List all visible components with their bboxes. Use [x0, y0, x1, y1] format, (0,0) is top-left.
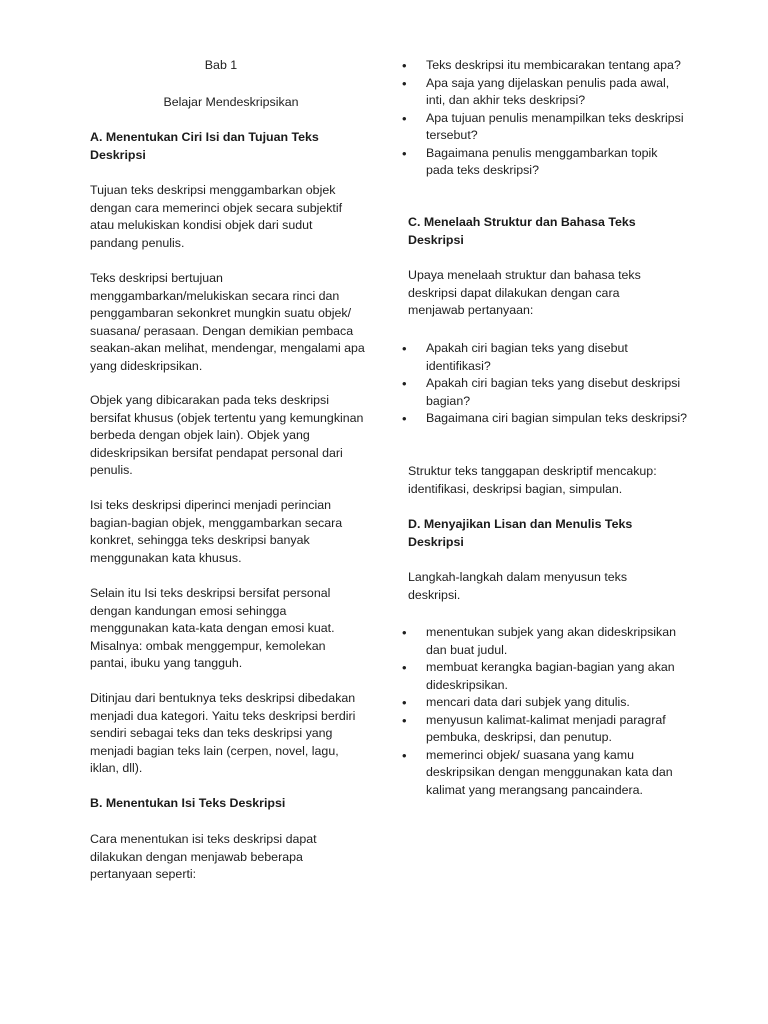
- list-item: • Apakah ciri bagian teks yang disebut deskripsi bagian?: [402, 376, 681, 408]
- steps-d-list: [398, 624, 688, 799]
- bullet-icon: •: [402, 695, 407, 710]
- bullet-icon: •: [402, 376, 407, 391]
- chapter-number: Bab 1: [204, 58, 238, 72]
- list-item: • Apa tujuan penulis menampilkan teks deskripsi tersebut?: [402, 110, 684, 142]
- bullet-icon: •: [402, 145, 407, 161]
- bullet-icon: •: [402, 712, 407, 728]
- paragraph-isi: Isi teks deskripsi diperinci menjadi perincian bagian-bagian objek, menggambarkan secara konkret, sehingga teks deskripsi banyak menggunakan kata khusus.: [90, 498, 343, 565]
- bullet-icon: •: [402, 747, 407, 763]
- section-c-heading: C. Menelaah Struktur dan Bahasa Teks Deskripsi: [408, 215, 636, 247]
- list-item: • membuat kerangka bagian-bagian yang akan dideskripsikan.: [402, 660, 675, 692]
- section-a-heading: A. Menentukan Ciri Isi dan Tujuan Teks Deskripsi: [90, 130, 319, 162]
- section-b-heading: B. Menentukan Isi Teks Deskripsi: [90, 796, 286, 810]
- bullet-icon: •: [402, 341, 407, 356]
- paragraph-bentuk: Ditinjau dari bentuknya teks deskripsi dibedakan menjadi dua kategori. Yaitu teks deskripsi berdiri sendiri sebagai teks dan teks deskripsi yang menjadi bagian teks lain (cerpen, novel, lagu, iklan, dll).: [90, 691, 356, 775]
- list-item: • Teks deskripsi itu membicarakan tentang apa?: [402, 58, 681, 73]
- bullet-icon: •: [402, 58, 407, 73]
- list-item: • Bagaimana penulis menggambarkan topik pada teks deskripsi?: [402, 145, 658, 177]
- paragraph-cara: Cara menentukan isi teks deskripsi dapat dilakukan dengan menjawab beberapa pertanyaan seperti:: [90, 832, 317, 881]
- bullet-icon: •: [402, 75, 407, 91]
- list-item: • menyusun kalimat-kalimat menjadi paragraf pembuka, deskripsi, dan penutup.: [402, 712, 666, 744]
- bullet-icon: •: [402, 625, 407, 640]
- paragraph-telaah: Upaya menelaah struktur dan bahasa teks deskripsi dapat dilakukan dengan cara menjawab pertanyaan:: [408, 268, 641, 317]
- list-item: • Bagaimana ciri bagian simpulan teks deskripsi?: [402, 411, 688, 426]
- paragraph-langkah: Langkah-langkah dalam menyusun teks deskripsi.: [408, 570, 628, 602]
- list-item: • memerinci objek/ suasana yang kamu deskripsikan dengan menggunakan kata dan kalimat yang merangsang pancaindera.: [402, 747, 673, 797]
- paragraph-struktur: Struktur teks tanggapan deskriptif mencakup: identifikasi, deskripsi bagian, simpulan.: [408, 464, 657, 496]
- paragraph-bertujuan: Teks deskripsi bertujuan menggambarkan/melukiskan secara rinci dan penggambaran sekonkret mungkin suatu objek/ suasana/ perasaan. Dengan demikian pembaca seakan-akan melihat, mendengar, mengalami apa yang dideskripsikan.: [90, 271, 365, 373]
- paragraph-personal: Selain itu Isi teks deskripsi bersifat personal dengan kandungan emosi sehingga menggunakan kata-kata dengan emosi kuat. Misalnya: ombak menggempur, kemolekan pantai, ibuku yang tangguh.: [90, 586, 335, 670]
- section-d-heading: D. Menyajikan Lisan dan Menulis Teks Deskripsi: [408, 517, 633, 549]
- bullet-icon: •: [402, 411, 407, 426]
- list-item: • menentukan subjek yang akan dideskripsikan dan buat judul.: [402, 625, 677, 657]
- list-item: • Apa saja yang dijelaskan penulis pada awal, inti, dan akhir teks deskripsi?: [402, 75, 670, 107]
- bullet-icon: •: [402, 660, 407, 675]
- list-item: • Apakah ciri bagian teks yang disebut identifikasi?: [402, 341, 628, 373]
- paragraph-tujuan: Tujuan teks deskripsi menggambarkan objek dengan cara memerinci objek secara subjektif atau melukiskan kondisi objek dari sudut pandang penulis.: [90, 183, 343, 250]
- paragraph-objek: Objek yang dibicarakan pada teks deskripsi bersifat khusus (objek tertentu yang kemungkinan berbeda dengan objek lain). Objek yang dideskripsikan bersifat pendapat personal dari penulis.: [90, 393, 364, 477]
- chapter-title: Belajar Mendeskripsikan: [163, 95, 299, 109]
- list-item: • mencari data dari subjek yang ditulis.: [402, 695, 630, 710]
- questions-b-list: [398, 57, 688, 180]
- questions-c-list: [398, 340, 688, 428]
- bullet-icon: •: [402, 110, 407, 126]
